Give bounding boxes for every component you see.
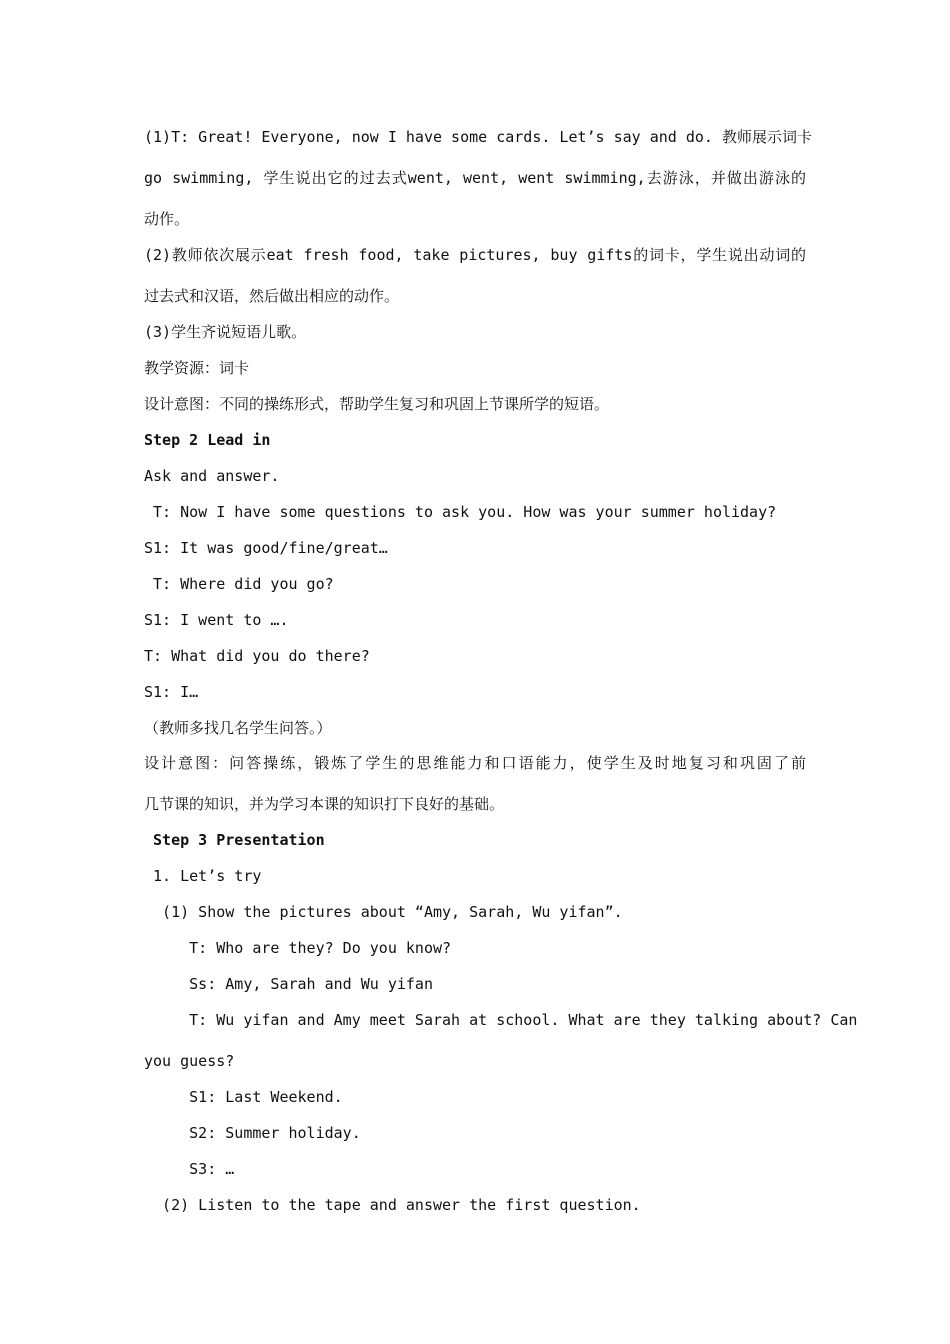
text-line: you guess? [144,1052,235,1070]
text-line: S2: Summer holiday. [144,1124,361,1142]
text-line: S1: I went to …. [144,611,289,629]
text-line: T: Who are they? Do you know? [144,939,452,957]
text-line: 过去式和汉语，然后做出相应的动作。 [144,287,400,305]
text-line: 设计意图：问答操练，锻炼了学生的思维能力和口语能力，使学生及时地复习和巩固了前 [144,754,806,772]
text-line: Ss: Amy, Sarah and Wu yifan [144,975,433,993]
text-line: T: What did you do there? [144,647,370,665]
section-heading: Step 2 Lead in [144,431,271,449]
text-line: Ask and answer. [144,467,280,485]
text-line: S3: … [144,1160,235,1178]
section-heading: Step 3 Presentation [144,831,325,849]
text-line: (1)T: Great! Everyone, now I have some cards. Let’s say and do. 教师展示词卡 [144,128,812,146]
text-line: (2) Listen to the tape and answer the first question. [144,1196,641,1214]
text-line: 几节课的知识，并为学习本课的知识打下良好的基础。 [144,795,505,813]
text-line: S1: Last Weekend. [144,1088,343,1106]
text-line: T: Now I have some questions to ask you. How was your summer holiday? [144,503,777,521]
text-line: 动作。 [144,210,190,228]
text-line: 设计意图：不同的操练形式，帮助学生复习和巩固上节课所学的短语。 [144,395,610,413]
text-line: (1) Show the pictures about “Amy, Sarah, Wu yifan”. [144,903,623,921]
text-line: （教师多找几名学生问答。） [144,719,332,737]
text-line: (3)学生齐说短语儿歌。 [144,323,307,341]
text-line: S1: It was good/fine/great… [144,539,388,557]
text-line: (2)教师依次展示eat fresh food, take pictures, buy gifts的词卡，学生说出动词的 [144,246,806,264]
text-line: 教学资源：词卡 [144,359,250,377]
text-line: S1: I… [144,683,199,701]
text-line: 1. Let’s try [144,867,262,885]
text-line: T: Where did you go? [144,575,334,593]
text-line: go swimming, 学生说出它的过去式went, went, went swimming,去游泳，并做出游泳的 [144,169,806,187]
text-line: T: Wu yifan and Amy meet Sarah at school. What are they talking about? Can [144,1011,858,1029]
